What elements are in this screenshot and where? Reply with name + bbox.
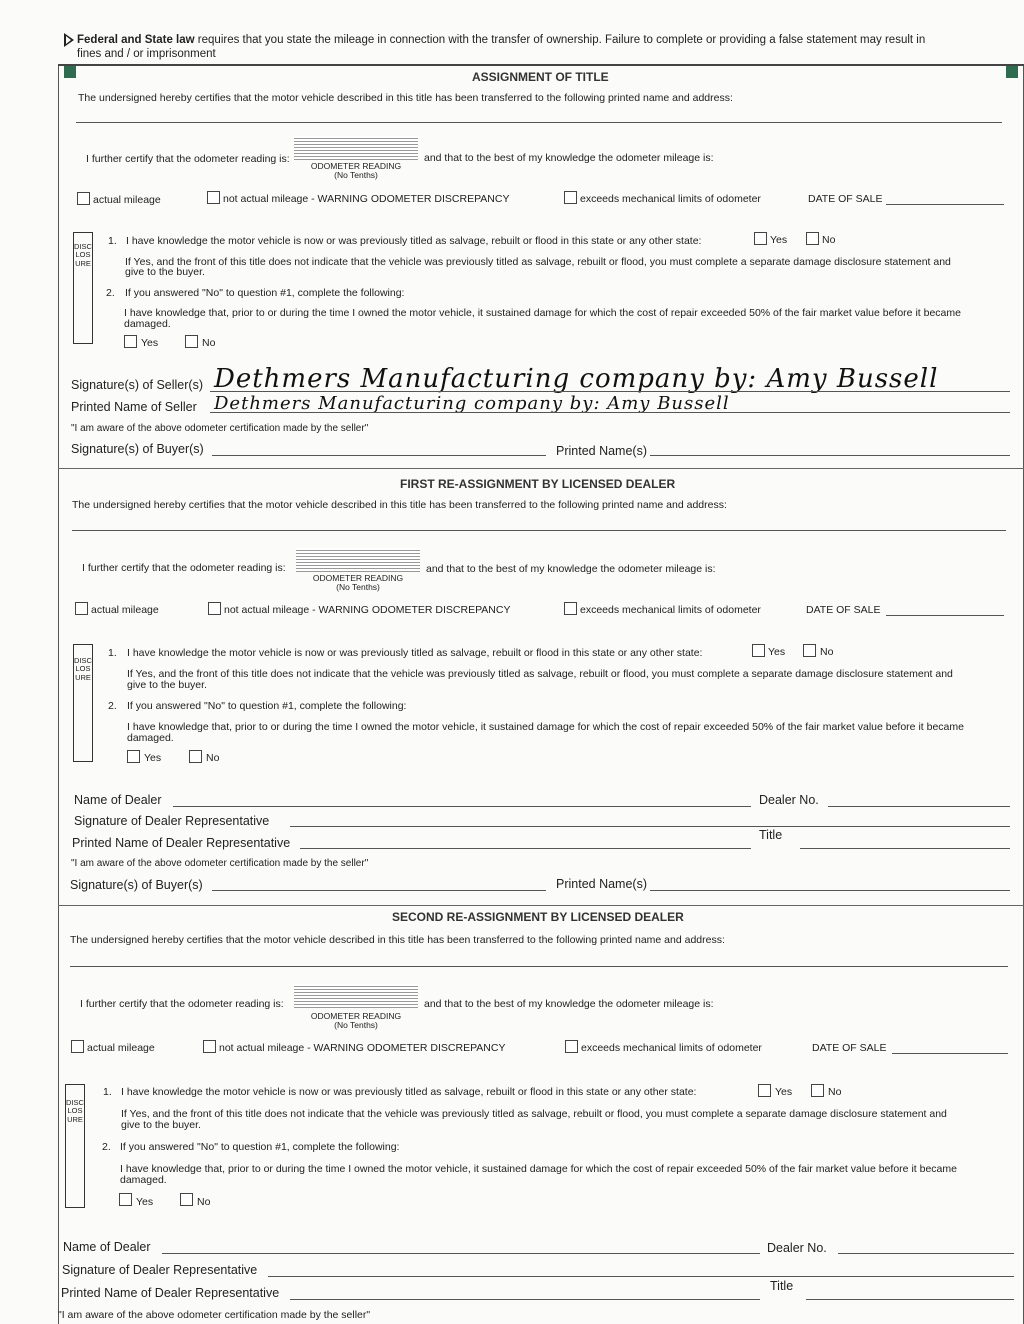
q2-number: 2. bbox=[108, 700, 117, 712]
q1-text: I have knowledge the motor vehicle is now or was previously titled as salvage, rebuilt or flood in this state or any other state: bbox=[126, 235, 702, 247]
dealer-rep-printed-label: Printed Name of Dealer Representative bbox=[61, 1286, 280, 1300]
certify-intro: The undersigned hereby certifies that the motor vehicle described in this title has been transferred to the following printed name and address: bbox=[72, 499, 727, 511]
not-actual-mileage-checkbox[interactable] bbox=[208, 602, 221, 615]
q1-no-label: No bbox=[820, 646, 834, 658]
legal-notice-line2: fines and / or imprisonment bbox=[77, 48, 216, 60]
buyer-aware-note: "I am aware of the above odometer certification made by the seller" bbox=[71, 858, 369, 869]
date-of-sale-label: DATE OF SALE bbox=[806, 604, 881, 616]
q2-yes-label: Yes bbox=[144, 752, 162, 764]
q2-no-label: No bbox=[206, 752, 220, 764]
not-actual-mileage-label: not actual mileage - WARNING ODOMETER DISCREPANCY bbox=[224, 604, 511, 616]
odometer-reading-field[interactable] bbox=[294, 984, 418, 1008]
q1-yes-label: Yes bbox=[775, 1086, 793, 1098]
dealer-no-label: Dealer No. bbox=[759, 793, 819, 807]
disclosure-label: DISCLOSURE bbox=[73, 644, 93, 762]
q1-note-line2: give to the buyer. bbox=[127, 679, 207, 691]
dealer-rep-signature-label: Signature of Dealer Representative bbox=[62, 1263, 258, 1277]
corner-mark-left bbox=[64, 66, 76, 78]
actual-mileage-checkbox[interactable] bbox=[71, 1040, 84, 1053]
name-of-dealer-field[interactable] bbox=[173, 806, 751, 807]
mileage-knowledge-label: and that to the best of my knowledge the odometer mileage is: bbox=[426, 563, 716, 575]
date-of-sale-label: DATE OF SALE bbox=[808, 193, 883, 205]
actual-mileage-checkbox[interactable] bbox=[75, 602, 88, 615]
q2-text: If you answered "No" to question #1, complete the following: bbox=[120, 1141, 400, 1153]
buyer-printed-name-label: Printed Name(s) bbox=[556, 877, 647, 891]
first-reassignment-heading: FIRST RE-ASSIGNMENT BY LICENSED DEALER bbox=[400, 477, 676, 491]
q1-no-checkbox[interactable] bbox=[811, 1084, 824, 1097]
actual-mileage-label: actual mileage bbox=[93, 194, 161, 206]
buyer-printed-name-field[interactable] bbox=[650, 455, 1010, 456]
actual-mileage-label: actual mileage bbox=[87, 1042, 155, 1054]
form-frame bbox=[58, 64, 1024, 1324]
title-label: Title bbox=[770, 1279, 794, 1293]
seller-signature-label: Signature(s) of Seller(s) bbox=[71, 378, 203, 392]
name-of-dealer-label: Name of Dealer bbox=[74, 793, 162, 807]
q2-yes-checkbox[interactable] bbox=[119, 1193, 132, 1206]
q1-text: I have knowledge the motor vehicle is now or was previously titled as salvage, rebuilt or flood in this state or any other state: bbox=[127, 647, 703, 659]
exceeds-limits-label: exceeds mechanical limits of odometer bbox=[580, 193, 761, 205]
certify-intro: The undersigned hereby certifies that the motor vehicle described in this title has been transferred to the following printed name and address: bbox=[70, 934, 725, 946]
dealer-rep-signature-field[interactable] bbox=[268, 1276, 1014, 1277]
buyer-name-address-field[interactable] bbox=[70, 966, 1008, 967]
q1-note: If Yes, and the front of this title does not indicate that the vehicle was previously titled as salvage, rebuilt or flood, you must complete a separate damage disclosure statement and bbox=[125, 256, 951, 268]
dealer-rep-printed-label: Printed Name of Dealer Representative bbox=[72, 836, 291, 850]
exceeds-limits-label: exceeds mechanical limits of odometer bbox=[581, 1042, 762, 1054]
q1-text: I have knowledge the motor vehicle is now or was previously titled as salvage, rebuilt or flood in this state or any other state: bbox=[121, 1086, 697, 1098]
q2-detail-line2: damaged. bbox=[120, 1174, 167, 1186]
not-actual-mileage-checkbox[interactable] bbox=[207, 191, 220, 204]
dealer-rep-signature-label: Signature of Dealer Representative bbox=[74, 814, 270, 828]
not-actual-mileage-label: not actual mileage - WARNING ODOMETER DISCREPANCY bbox=[219, 1042, 506, 1054]
buyer-aware-note: "I am aware of the above odometer certification made by the seller" bbox=[71, 423, 369, 434]
odometer-certify-label: I further certify that the odometer reading is: bbox=[82, 562, 286, 574]
frame-top bbox=[58, 64, 1024, 66]
printed-seller-value[interactable]: Dethmers Manufacturing company by: Amy Bussell bbox=[214, 393, 730, 414]
notice-bold: Federal and State law bbox=[77, 34, 195, 46]
q2-yes-label: Yes bbox=[141, 337, 159, 349]
seller-signature-line bbox=[210, 391, 1010, 392]
q2-detail: I have knowledge that, prior to or during the time I owned the motor vehicle, it sustained damage for which the cost of repair exceeded 50% of the fair market value before it became bbox=[124, 307, 961, 319]
buyer-signature-field[interactable] bbox=[212, 890, 546, 891]
date-of-sale-field[interactable] bbox=[892, 1053, 1008, 1054]
q1-no-checkbox[interactable] bbox=[806, 232, 819, 245]
exceeds-limits-checkbox[interactable] bbox=[565, 1040, 578, 1053]
buyer-signature-label: Signature(s) of Buyer(s) bbox=[70, 878, 203, 892]
not-actual-mileage-checkbox[interactable] bbox=[203, 1040, 216, 1053]
title-field[interactable] bbox=[806, 1299, 1014, 1300]
section-divider-1 bbox=[58, 468, 1024, 469]
q2-number: 2. bbox=[106, 287, 115, 299]
q2-yes-label: Yes bbox=[136, 1196, 154, 1208]
notice-arrow-inner bbox=[66, 36, 71, 44]
date-of-sale-field[interactable] bbox=[886, 204, 1004, 205]
name-of-dealer-label: Name of Dealer bbox=[63, 1240, 151, 1254]
printed-seller-label: Printed Name of Seller bbox=[71, 400, 197, 414]
title-field[interactable] bbox=[800, 848, 1010, 849]
q1-yes-checkbox[interactable] bbox=[758, 1084, 771, 1097]
q1-no-label: No bbox=[828, 1086, 842, 1098]
buyer-printed-name-label: Printed Name(s) bbox=[556, 444, 647, 458]
odometer-certify-label: I further certify that the odometer reading is: bbox=[86, 153, 290, 165]
q1-note-line2: give to the buyer. bbox=[125, 266, 205, 278]
q2-detail-line2: damaged. bbox=[124, 318, 171, 330]
q2-detail-line2: damaged. bbox=[127, 732, 174, 744]
mileage-knowledge-label: and that to the best of my knowledge the odometer mileage is: bbox=[424, 998, 714, 1010]
exceeds-limits-checkbox[interactable] bbox=[564, 191, 577, 204]
dealer-no-label: Dealer No. bbox=[767, 1241, 827, 1255]
q2-no-checkbox[interactable] bbox=[180, 1193, 193, 1206]
q1-note: If Yes, and the front of this title does not indicate that the vehicle was previously titled as salvage, rebuilt or flood, you must complete a separate damage disclosure statement and bbox=[121, 1108, 947, 1120]
q2-yes-checkbox[interactable] bbox=[124, 335, 137, 348]
second-reassignment-heading: SECOND RE-ASSIGNMENT BY LICENSED DEALER bbox=[392, 910, 684, 924]
name-of-dealer-field[interactable] bbox=[162, 1253, 760, 1254]
q1-yes-label: Yes bbox=[770, 234, 788, 246]
q2-text: If you answered "No" to question #1, complete the following: bbox=[127, 700, 407, 712]
dealer-rep-signature-field[interactable] bbox=[290, 826, 1010, 827]
q1-number: 1. bbox=[103, 1086, 112, 1098]
exceeds-limits-checkbox[interactable] bbox=[564, 602, 577, 615]
buyer-aware-note: "I am aware of the above odometer certification made by the seller" bbox=[58, 1309, 371, 1321]
q2-text: If you answered "No" to question #1, complete the following: bbox=[125, 287, 405, 299]
disclosure-label: DISCLOSURE bbox=[65, 1084, 85, 1208]
q2-no-checkbox[interactable] bbox=[189, 750, 202, 763]
section-divider-2 bbox=[58, 905, 1024, 906]
disclosure-label: DISCLOSURE bbox=[73, 232, 93, 344]
q1-yes-checkbox[interactable] bbox=[754, 232, 767, 245]
q2-no-label: No bbox=[197, 1196, 211, 1208]
q1-note-line2: give to the buyer. bbox=[121, 1119, 201, 1131]
date-of-sale-field[interactable] bbox=[886, 615, 1004, 616]
q2-detail: I have knowledge that, prior to or during the time I owned the motor vehicle, it sustained damage for which the cost of repair exceeded 50% of the fair market value before it became bbox=[127, 721, 964, 733]
seller-signature-value[interactable]: Dethmers Manufacturing company by: Amy Bussell bbox=[214, 364, 939, 394]
dealer-no-field[interactable] bbox=[838, 1253, 1014, 1254]
odometer-reading-field[interactable] bbox=[294, 136, 418, 160]
q1-note: If Yes, and the front of this title does not indicate that the vehicle was previously titled as salvage, rebuilt or flood, you must complete a separate damage disclosure statement and bbox=[127, 668, 953, 680]
buyer-name-address-field[interactable] bbox=[76, 122, 1002, 123]
q2-detail: I have knowledge that, prior to or during the time I owned the motor vehicle, it sustained damage for which the cost of repair exceeded 50% of the fair market value before it became bbox=[120, 1163, 957, 1175]
mileage-knowledge-label: and that to the best of my knowledge the odometer mileage is: bbox=[424, 152, 714, 164]
date-of-sale-label: DATE OF SALE bbox=[812, 1042, 887, 1054]
actual-mileage-checkbox[interactable] bbox=[77, 192, 90, 205]
odometer-caption: ODOMETER READING (No Tenths) bbox=[312, 573, 404, 592]
q1-yes-checkbox[interactable] bbox=[752, 644, 765, 657]
legal-notice bbox=[77, 34, 925, 46]
buyer-printed-name-field[interactable] bbox=[650, 890, 1010, 891]
odometer-caption: ODOMETER READING (No Tenths) bbox=[310, 161, 402, 180]
printed-seller-line bbox=[210, 412, 1010, 413]
certify-intro: The undersigned hereby certifies that the motor vehicle described in this title has been transferred to the following printed name and address: bbox=[78, 92, 733, 104]
q2-no-label: No bbox=[202, 337, 216, 349]
buyer-name-address-field[interactable] bbox=[72, 530, 1006, 531]
notice-text: requires that you state the mileage in connection with the transfer of ownership. Failure to complete or providing a false statement may result in bbox=[194, 34, 926, 46]
q1-no-label: No bbox=[822, 234, 836, 246]
title-label: Title bbox=[759, 828, 783, 842]
assignment-heading: ASSIGNMENT OF TITLE bbox=[472, 70, 609, 84]
dealer-rep-printed-field[interactable] bbox=[300, 848, 751, 849]
q1-yes-label: Yes bbox=[768, 646, 786, 658]
corner-mark-right bbox=[1006, 66, 1018, 78]
dealer-rep-printed-field[interactable] bbox=[290, 1299, 760, 1300]
buyer-signature-label: Signature(s) of Buyer(s) bbox=[71, 442, 204, 456]
q1-number: 1. bbox=[108, 647, 117, 659]
not-actual-mileage-label: not actual mileage - WARNING ODOMETER DISCREPANCY bbox=[223, 193, 510, 205]
q2-number: 2. bbox=[102, 1141, 111, 1153]
q2-yes-checkbox[interactable] bbox=[127, 750, 140, 763]
q2-no-checkbox[interactable] bbox=[185, 335, 198, 348]
exceeds-limits-label: exceeds mechanical limits of odometer bbox=[580, 604, 761, 616]
dealer-no-field[interactable] bbox=[828, 806, 1010, 807]
odometer-certify-label: I further certify that the odometer reading is: bbox=[80, 998, 284, 1010]
odometer-reading-field[interactable] bbox=[296, 548, 420, 572]
q1-number: 1. bbox=[108, 235, 117, 247]
odometer-caption: ODOMETER READING (No Tenths) bbox=[310, 1011, 402, 1030]
buyer-signature-field[interactable] bbox=[212, 455, 546, 456]
actual-mileage-label: actual mileage bbox=[91, 604, 159, 616]
q1-no-checkbox[interactable] bbox=[803, 644, 816, 657]
